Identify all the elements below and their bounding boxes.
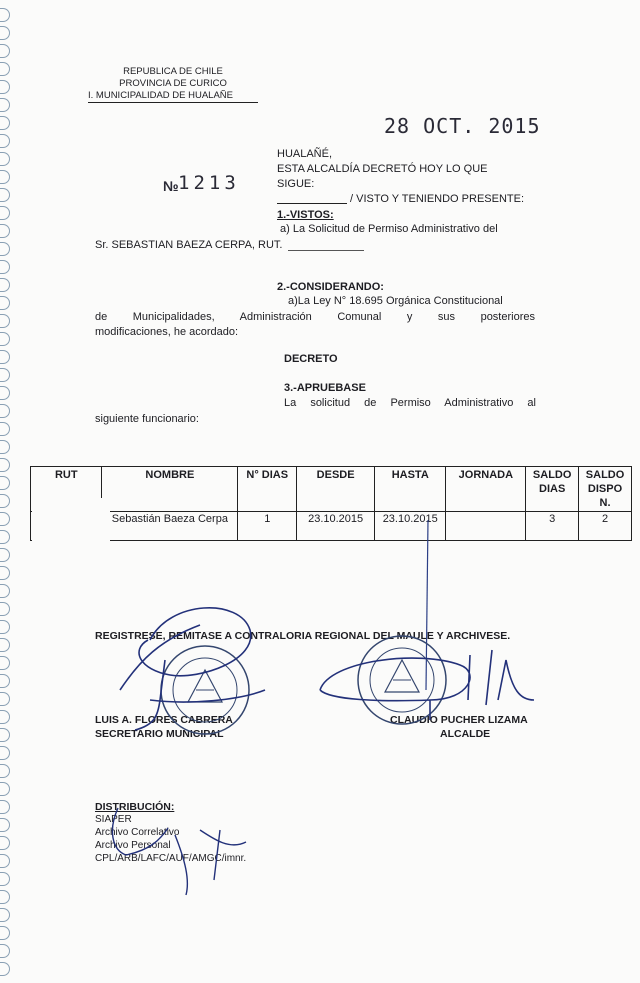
cell-saldo-dias: 3 bbox=[526, 512, 579, 541]
binder-hole bbox=[0, 152, 10, 166]
decree-number-stamp: 1213 bbox=[178, 172, 240, 194]
binder-hole bbox=[0, 224, 10, 238]
binder-hole bbox=[0, 386, 10, 400]
binder-hole bbox=[0, 170, 10, 184]
binder-hole bbox=[0, 854, 10, 868]
list-item: Archivo Personal bbox=[95, 840, 171, 851]
cell-saldo-dispon: 2 bbox=[579, 512, 632, 541]
mayor-signature bbox=[320, 650, 534, 720]
binder-hole bbox=[0, 818, 10, 832]
binder-hole bbox=[0, 548, 10, 562]
binder-hole bbox=[0, 782, 10, 796]
binder-hole bbox=[0, 8, 10, 22]
binder-hole bbox=[0, 440, 10, 454]
binder-hole bbox=[0, 530, 10, 544]
cell-hasta: 23.10.2015 bbox=[374, 512, 445, 541]
distribucion-heading: DISTRIBUCIÓN: bbox=[95, 801, 175, 813]
binder-hole bbox=[0, 872, 10, 886]
binder-hole bbox=[0, 62, 10, 76]
decreto-heading: DECRETO bbox=[284, 353, 338, 365]
binder-hole bbox=[0, 944, 10, 958]
apruebase-heading: 3.-APRUEBASE bbox=[284, 382, 366, 394]
binder-hole bbox=[0, 602, 10, 616]
table-row bbox=[31, 512, 632, 541]
binder-hole bbox=[0, 188, 10, 202]
letterhead-country: REPUBLICA DE CHILE bbox=[123, 66, 223, 77]
binder-hole bbox=[0, 296, 10, 310]
binder-hole bbox=[0, 800, 10, 814]
binder-hole bbox=[0, 584, 10, 598]
pen-stroke bbox=[426, 520, 428, 690]
col-jornada: JORNADA bbox=[446, 467, 526, 512]
vistos-line-1: a) La Solicitud de Permiso Administrativo del bbox=[280, 223, 498, 235]
binder-hole bbox=[0, 260, 10, 274]
considerando-line-1: a)La Ley N° 18.695 Orgánica Constitucional bbox=[288, 295, 503, 307]
binder-hole bbox=[0, 890, 10, 904]
binder-hole bbox=[0, 26, 10, 40]
binder-hole bbox=[0, 962, 10, 976]
closing-line: REGISTRESE, REMITASE A CONTRALORIA REGIONAL DEL MAULE Y ARCHIVESE. bbox=[95, 630, 511, 642]
secretary-name: LUIS A. FLORES CABRERA bbox=[95, 714, 233, 726]
mayor-title: ALCALDE bbox=[440, 728, 491, 740]
vistos-heading: 1.-VISTOS: bbox=[277, 209, 334, 221]
list-item: CPL/ARB/LAFC/AUF/AMGC/imnr. bbox=[95, 853, 247, 864]
list-item: Archivo Correlativo bbox=[95, 827, 180, 838]
binder-hole bbox=[0, 566, 10, 580]
date-stamp: 28 OCT. 2015 bbox=[384, 114, 541, 138]
apruebase-line-2: siguiente funcionario: bbox=[95, 413, 199, 425]
binder-hole bbox=[0, 692, 10, 706]
col-dias: N° DIAS bbox=[238, 467, 297, 512]
binder-hole bbox=[0, 134, 10, 148]
municipal-seal-right bbox=[358, 636, 446, 724]
binder-hole bbox=[0, 80, 10, 94]
binder-hole bbox=[0, 746, 10, 760]
binder-holes bbox=[0, 0, 14, 983]
intro-line: ESTA ALCALDÍA DECRETÓ HOY LO QUE bbox=[277, 163, 488, 175]
col-rut: RUT bbox=[31, 467, 102, 512]
binder-hole bbox=[0, 926, 10, 940]
visto-line: / VISTO Y TENIENDO PRESENTE: bbox=[350, 193, 525, 205]
binder-hole bbox=[0, 638, 10, 652]
binder-hole bbox=[0, 116, 10, 130]
vistos-line-2: Sr. SEBASTIAN BAEZA CERPA, RUT. bbox=[95, 239, 283, 251]
secretary-title: SECRETARIO MUNICIPAL bbox=[95, 728, 224, 740]
cell-dias: 1 bbox=[238, 512, 297, 541]
letterhead-municipality: I. MUNICIPALIDAD DE HUALAÑE bbox=[88, 90, 258, 103]
mayor-name: CLAUDIO PUCHER LIZAMA bbox=[390, 714, 528, 726]
cell-desde: 23.10.2015 bbox=[297, 512, 375, 541]
apruebase-line-1: La solicitud de Permiso Administrativo al bbox=[284, 397, 536, 409]
col-desde: DESDE bbox=[297, 467, 375, 512]
binder-hole bbox=[0, 368, 10, 382]
col-saldo-dias: SALDO DIAS bbox=[526, 467, 579, 512]
binder-hole bbox=[0, 404, 10, 418]
binder-hole bbox=[0, 458, 10, 472]
considerando-line-3: modificaciones, he acordado: bbox=[95, 326, 239, 338]
col-saldo-dispon: SALDO DISPO N. bbox=[579, 467, 632, 512]
binder-hole bbox=[0, 476, 10, 490]
considerando-heading: 2.-CONSIDERANDO: bbox=[277, 281, 384, 293]
binder-hole bbox=[0, 656, 10, 670]
permission-table bbox=[30, 466, 632, 541]
binder-hole bbox=[0, 350, 10, 364]
cell-rut bbox=[31, 512, 102, 541]
binder-hole bbox=[0, 908, 10, 922]
considerando-line-2: de Municipalidades, Administración Comunal y sus posteriores bbox=[95, 311, 535, 323]
place-line: HUALAÑÉ, bbox=[277, 148, 333, 160]
list-item: SIAPER bbox=[95, 814, 132, 825]
binder-hole bbox=[0, 314, 10, 328]
rut-blank bbox=[288, 250, 364, 251]
binder-hole bbox=[0, 422, 10, 436]
secretary-signature bbox=[120, 608, 265, 730]
binder-hole bbox=[0, 836, 10, 850]
col-nombre: NOMBRE bbox=[102, 467, 238, 512]
table-header-row bbox=[31, 467, 632, 512]
number-sign-icon: № bbox=[163, 178, 179, 194]
binder-hole bbox=[0, 278, 10, 292]
binder-hole bbox=[0, 242, 10, 256]
col-hasta: HASTA bbox=[374, 467, 445, 512]
binder-hole bbox=[0, 620, 10, 634]
letterhead bbox=[88, 66, 258, 103]
binder-hole bbox=[0, 494, 10, 508]
binder-hole bbox=[0, 728, 10, 742]
cell-jornada bbox=[446, 512, 526, 541]
binder-hole bbox=[0, 332, 10, 346]
intro-sigue: SIGUE: bbox=[277, 178, 315, 190]
distribucion-list bbox=[95, 813, 246, 865]
binder-hole bbox=[0, 512, 10, 526]
blank-line bbox=[277, 203, 347, 204]
binder-hole bbox=[0, 710, 10, 724]
binder-hole bbox=[0, 674, 10, 688]
binder-hole bbox=[0, 98, 10, 112]
cell-nombre: Sebastián Baeza Cerpa bbox=[102, 512, 238, 541]
binder-hole bbox=[0, 764, 10, 778]
binder-hole bbox=[0, 44, 10, 58]
binder-hole bbox=[0, 206, 10, 220]
letterhead-province: PROVINCIA DE CURICO bbox=[119, 78, 227, 89]
